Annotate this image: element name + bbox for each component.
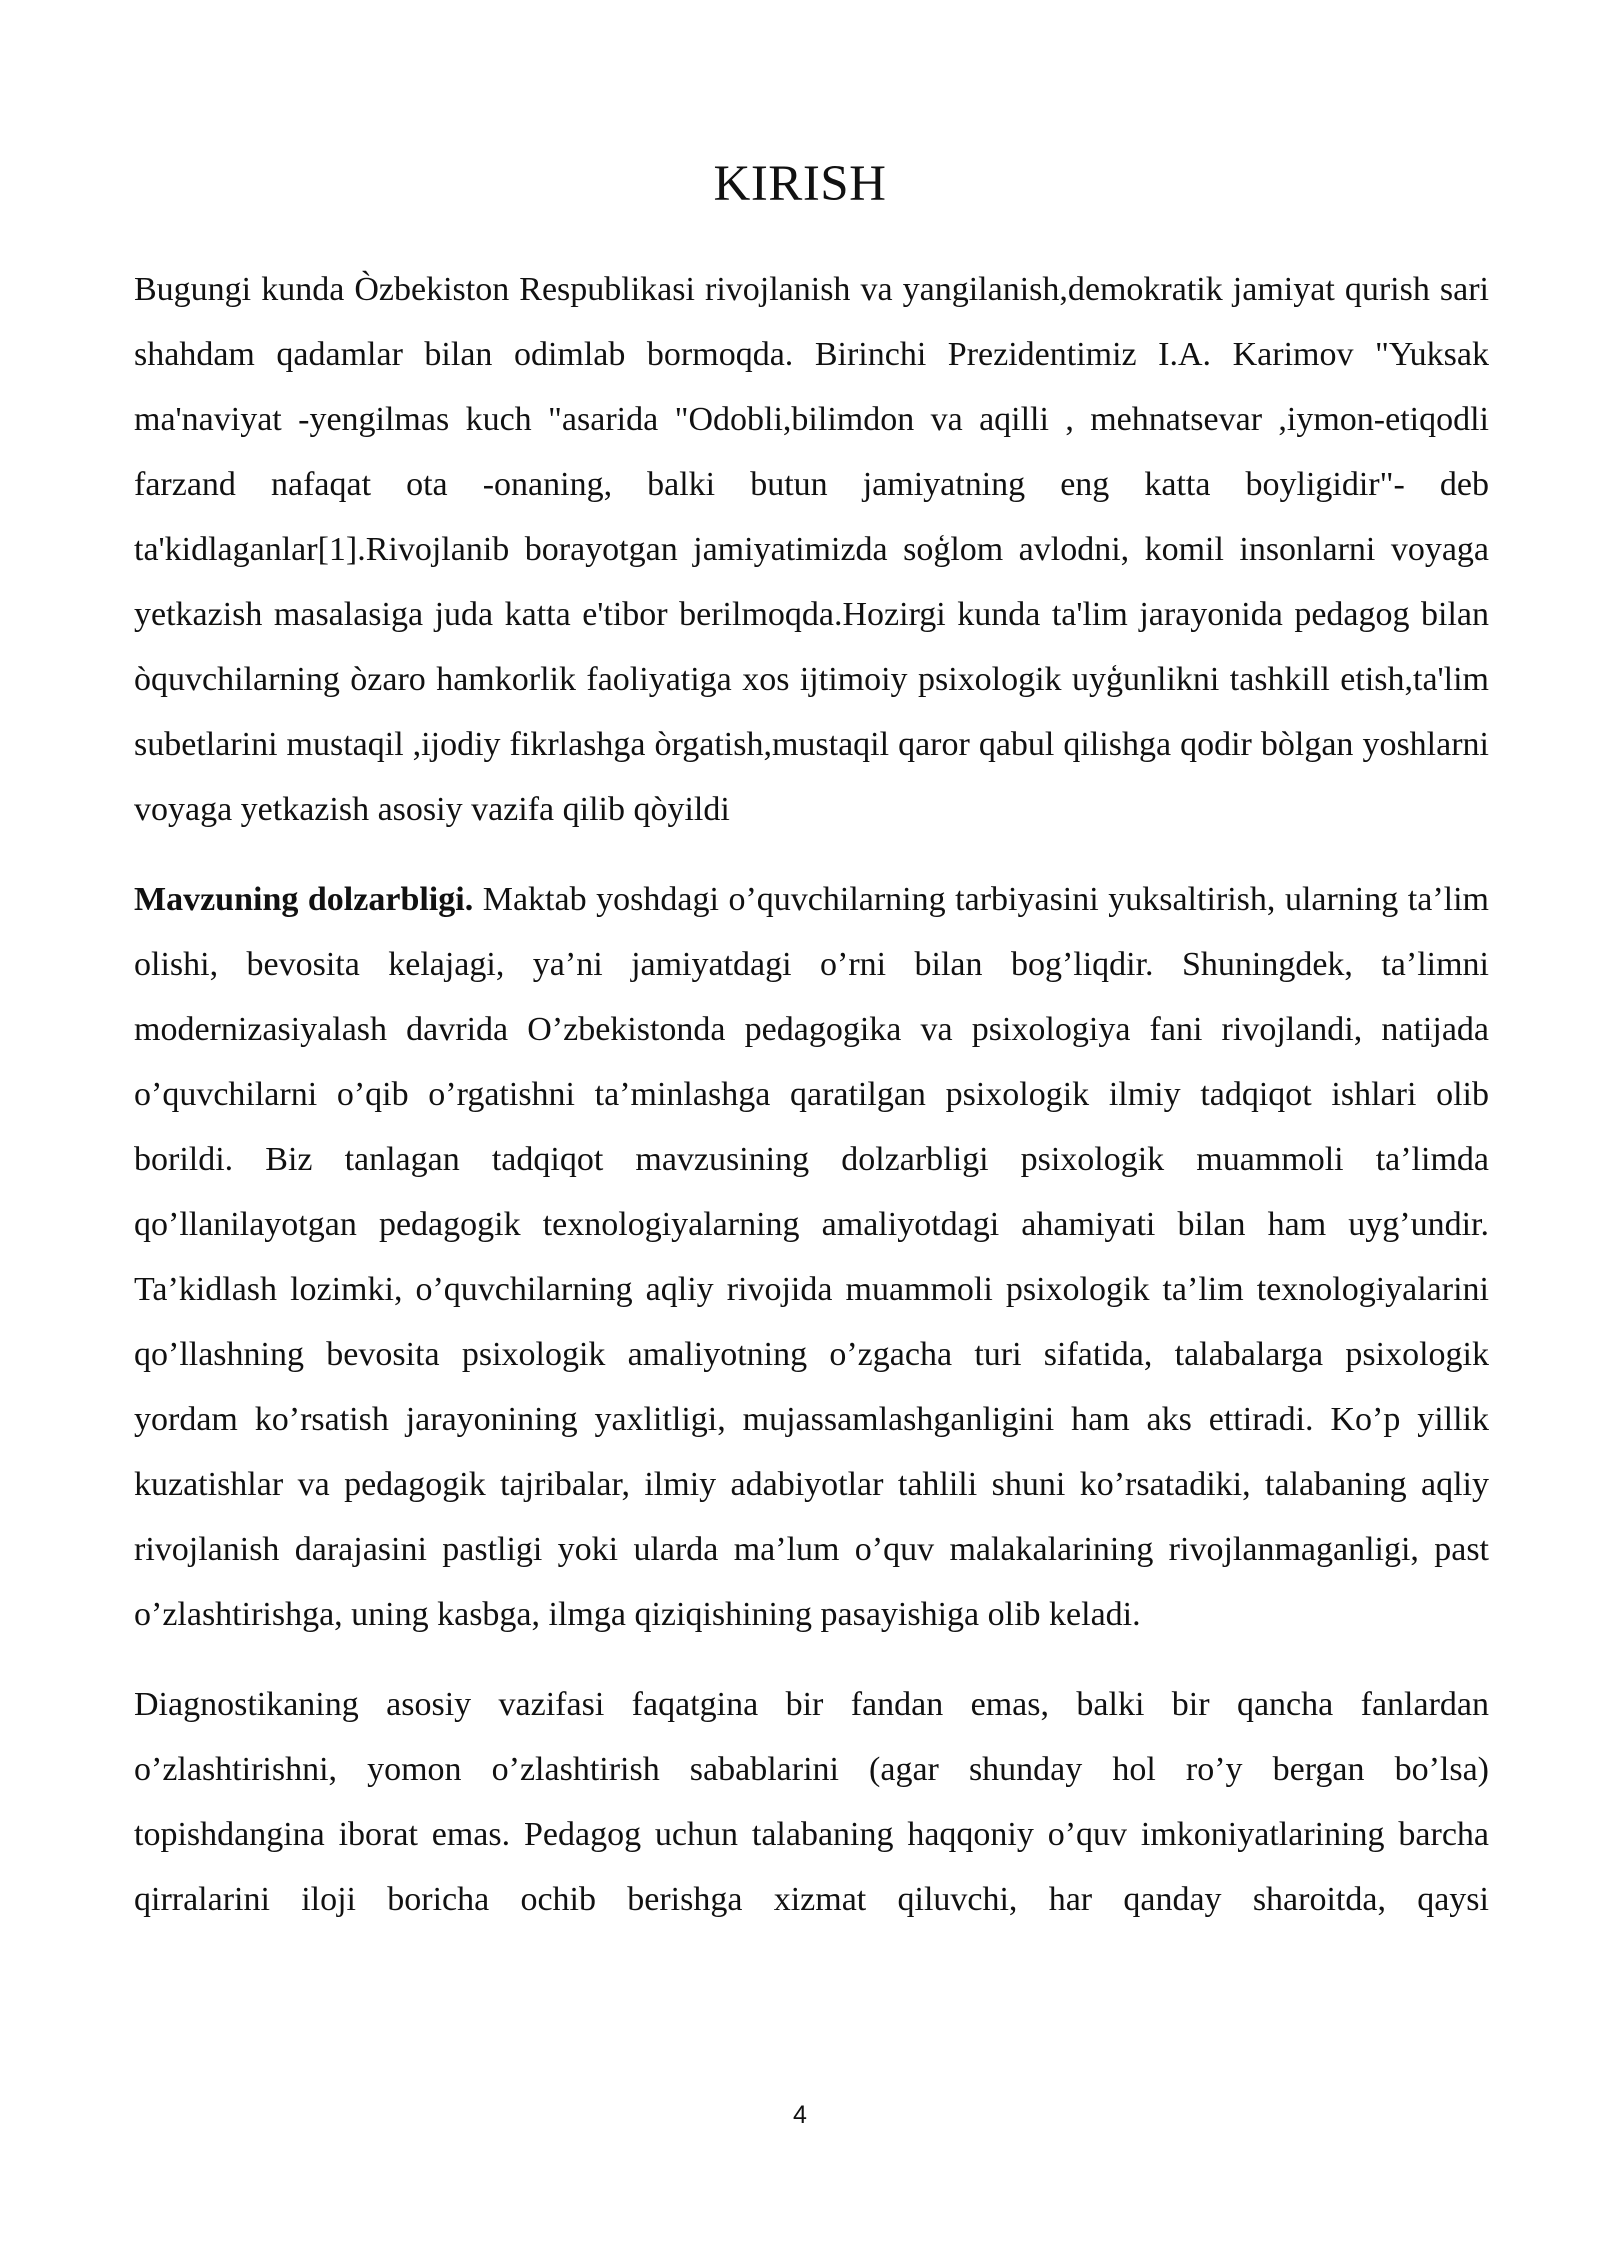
paragraph-relevance-text: Maktab yoshdagi o’quvchilarning tarbiyasini yuksaltirish, ularning ta’lim olishi, bevosita kelajagi, ya’ni jamiyatdagi o’rni bilan bog’liqdir. Shuningdek, ta’limni modernizasiyalash davrida O’zbekistonda pedagogika va psixologiya fani rivojlandi, natijada o’quvchilarni o’qib o’rgatishni ta’minlashga qaratilgan psixologik ilmiy tadqiqot ishlari olib borildi. Biz tanlagan tadqiqot mavzusining dolzarbligi psixologik muammoli ta’limda qo’llanilayotgan pedagogik texnologiyalarning amaliyotdagi ahamiyati bilan ham uyg’undir. Ta’kidlash lozimki, o’quvchilarning aqliy rivojida muammoli psixologik ta’lim texnologiyalarini qo’llashning bevosita psixologik amaliyotning o’zgacha turi sifatida, talabalarga psixologik yordam ko’rsatish jarayonining yaxlitligi, mujassamlashganligini ham aks ettiradi. Ko’p yillik kuzatishlar va pedagogik tajribalar, ilmiy adabiyotlar tahlili shuni ko’rsatadiki, talabaning aqliy rivojlanish darajasini pastligi yoki ularda ma’lum o’quv malakalarining rivojlanmaganligi, past o’zlashtirishga, uning kasbga, ilmga qiziqishining pasayishiga olib keladi. (134, 881, 1489, 1633)
paragraph-intro-text: Bugungi kunda Òzbekiston Respublikasi rivojlanish va yangilanish,demokratik jamiyat qurish sari shahdam qadamlar bilan odimlab bormoqda. Birinchi Prezidentimiz I.A. Karimov "Yuksak ma'naviyat -yengilmas kuch "asarida "Odobli,bilimdon va aqilli , mehnatsevar ,iymon-etiqodli farzand nafaqat ota -onaning, balki butun jamiyatning eng katta boyligidir"- deb ta'kidlaganlar[1].Rivojlanib borayotgan jamiyatimizda soģlom avlodni, komil insonlarni voyaga yetkazish masalasiga juda katta e'tibor berilmoqda.Hozirgi kunda ta'lim jarayonida pedagog bilan òquvchilarning òzaro hamkorlik faoliyatiga xos ijtimoiy psixologik uyģunlikni tashkill etish,ta'lim subetlarini mustaqil ,ijodiy fikrlashga òrgatish,mustaqil qaror qabul qilishga qodir bòlgan yoshlarni voyaga yetkazish asosiy vazifa qilib qòyildi (134, 271, 1489, 828)
page-title: KIRISH (713, 156, 887, 212)
paragraph-relevance (134, 867, 1489, 1647)
relevance-heading: Mavzuning dolzarbligi. (134, 881, 474, 918)
paragraph-diagnostics (134, 1672, 1489, 1932)
paragraph-intro (134, 257, 1489, 842)
page-number: 4 (793, 2101, 807, 2129)
body-text (134, 257, 1489, 1932)
paragraph-diagnostics-text: Diagnostikaning asosiy vazifasi faqatgina bir fandan emas, balki bir qancha fanlardan o’zlashtirishni, yomon o’zlashtirish sabablarini (agar shunday hol ro’y bergan bo’lsa) topishdangina iborat emas. Pedagog uchun talabaning haqqoniy o’quv imkoniyatlarining barcha qirralarini iloji boricha ochib berishga xizmat qiluvchi, har qanday sharoitda, qaysi (134, 1686, 1489, 1918)
